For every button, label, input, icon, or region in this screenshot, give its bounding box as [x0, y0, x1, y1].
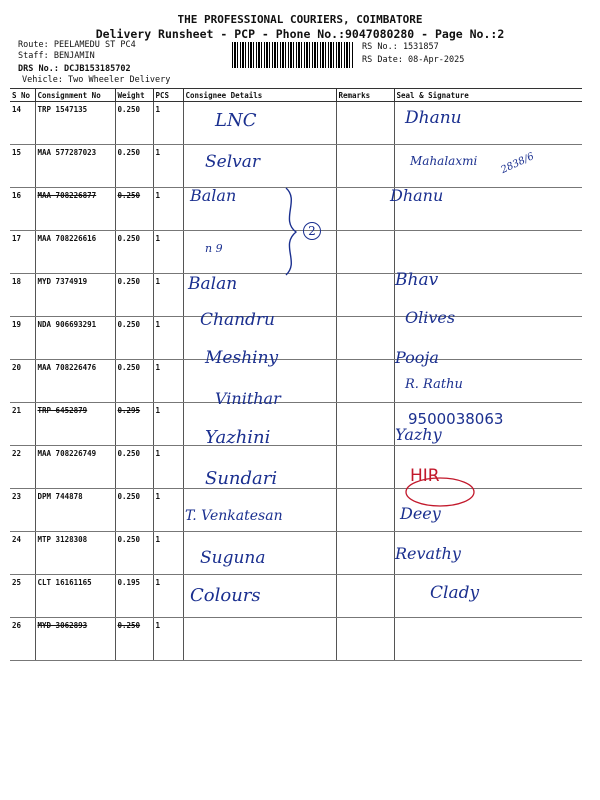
row-remarks-cell	[336, 188, 394, 231]
row-weight-text: 0.250	[117, 535, 141, 544]
row-weight-text: 0.250	[117, 621, 141, 630]
row-pcs-text: 1	[155, 535, 161, 544]
row-remarks-cell	[336, 618, 394, 661]
handwritten-consignee: Sundari	[205, 468, 278, 490]
row-pcs-text: 1	[155, 363, 161, 372]
row-sno-text: 19	[12, 320, 22, 329]
col-header-signature: Seal & Signature	[394, 89, 582, 102]
row-remarks-cell	[336, 403, 394, 446]
handwritten-signature: Clady	[430, 583, 480, 604]
row-consignment-no-text: MYD 7374919	[37, 277, 88, 286]
table-row	[10, 317, 582, 360]
row-weight-text: 0.250	[117, 191, 141, 200]
row-pcs	[153, 188, 183, 231]
row-pcs-text: 1	[155, 191, 161, 200]
row-pcs	[153, 618, 183, 661]
row-weight-text: 0.250	[117, 449, 141, 458]
row-remarks-cell	[336, 102, 394, 145]
row-weight-text: 0.295	[117, 406, 141, 415]
row-weight-text: 0.250	[117, 320, 141, 329]
row-weight-text: 0.250	[117, 148, 141, 157]
row-consignment-no	[35, 102, 115, 145]
row-consignment-no-text: MAA 708226749	[37, 449, 97, 458]
handwritten-bracket-note: n 9	[205, 242, 223, 255]
row-weight	[115, 489, 153, 532]
row-consignment-no-text: MYD 3062893	[37, 621, 88, 630]
row-weight	[115, 317, 153, 360]
rs-date: RS Date: 08-Apr-2025	[362, 55, 465, 65]
handwritten-signature: Dhanu	[405, 108, 462, 128]
row-pcs-text: 1	[155, 148, 161, 157]
row-pcs	[153, 274, 183, 317]
row-pcs-text: 1	[155, 234, 161, 243]
row-consignment-no-text: MAA 708226616	[37, 234, 97, 243]
table-row	[10, 188, 582, 231]
row-pcs	[153, 489, 183, 532]
row-weight	[115, 102, 153, 145]
rs-number: RS No.: 1531857	[362, 42, 439, 52]
row-sno	[10, 317, 35, 360]
row-weight	[115, 446, 153, 489]
row-pcs	[153, 360, 183, 403]
handwritten-consignee: Selvar	[205, 151, 261, 172]
row-pcs	[153, 403, 183, 446]
handwritten-consignee: LNC	[215, 110, 257, 131]
row-weight-text: 0.195	[117, 578, 141, 587]
row-weight-text: 0.250	[117, 277, 141, 286]
runsheet-subtitle: Delivery Runsheet - PCP - Phone No.:9047080280 - Page No.:2	[95, 27, 505, 41]
row-consignment-no-text: TRP 6452879	[37, 406, 88, 415]
row-consignment-no	[35, 489, 115, 532]
table-row	[10, 489, 582, 532]
table-header-row	[10, 89, 582, 102]
row-consignee-cell	[183, 618, 336, 661]
col-header-sno: S No	[10, 89, 35, 102]
handwritten-consignee: Chandru	[200, 310, 275, 330]
row-consignment-no-text: MAA 708226877	[37, 191, 97, 200]
handwritten-signature: Olives	[405, 308, 456, 327]
handwritten-signature: Dhanu	[390, 186, 444, 206]
handwritten-consignee: Balan	[190, 186, 237, 206]
row-consignment-no-text: CLT 16161165	[37, 578, 92, 587]
row-sno-text: 22	[12, 449, 22, 458]
handwritten-consignee: Yazhini	[205, 426, 271, 448]
row-sno	[10, 618, 35, 661]
row-consignment-no-text: DPM 744878	[37, 492, 83, 501]
row-weight	[115, 532, 153, 575]
table-row	[10, 360, 582, 403]
row-pcs-text: 1	[155, 277, 161, 286]
row-pcs	[153, 532, 183, 575]
row-weight	[115, 575, 153, 618]
col-header-consignment: Consignment No	[35, 89, 115, 102]
row-weight-text: 0.250	[117, 105, 141, 114]
row-sno-text: 26	[12, 621, 22, 630]
handwritten-consignee: Suguna	[200, 547, 266, 568]
row-consignment-no	[35, 317, 115, 360]
row-pcs-text: 1	[155, 621, 161, 630]
row-consignment-no-text: TRP 1547135	[37, 105, 88, 114]
row-pcs-text: 1	[155, 105, 161, 114]
table-row	[10, 532, 582, 575]
row-signature-cell	[394, 231, 582, 274]
row-weight-text: 0.250	[117, 234, 141, 243]
row-sno-text: 23	[12, 492, 22, 501]
table-row	[10, 575, 582, 618]
row-sno	[10, 446, 35, 489]
row-consignment-no	[35, 145, 115, 188]
col-header-weight: Weight	[115, 89, 153, 102]
row-sno-text: 20	[12, 363, 22, 372]
row-sno	[10, 102, 35, 145]
table-row	[10, 145, 582, 188]
row-weight	[115, 618, 153, 661]
row-consignment-no	[35, 403, 115, 446]
handwritten-signature: Yazhy	[395, 424, 442, 444]
row-pcs-text: 1	[155, 578, 161, 587]
row-sno-text: 18	[12, 277, 22, 286]
row-weight	[115, 403, 153, 446]
col-header-pcs: PCS	[153, 89, 183, 102]
table-row	[10, 231, 582, 274]
row-sno-text: 14	[12, 105, 22, 114]
barcode-image	[232, 42, 354, 68]
row-weight	[115, 360, 153, 403]
row-sno	[10, 403, 35, 446]
table-row	[10, 618, 582, 661]
row-remarks-cell	[336, 145, 394, 188]
row-consignment-no-text: MAA 577287023	[37, 148, 97, 157]
handwritten-consignee: Vinithar	[215, 389, 281, 409]
row-consignment-no-text: MTP 3128308	[37, 535, 88, 544]
row-weight	[115, 188, 153, 231]
handwritten-consignee: Colours	[190, 585, 261, 607]
row-pcs	[153, 231, 183, 274]
row-consignment-no-text: NDA 906693291	[37, 320, 97, 329]
row-remarks-cell	[336, 532, 394, 575]
circled-mark: 2	[303, 222, 321, 240]
row-signature-cell	[394, 575, 582, 618]
row-remarks-cell	[336, 489, 394, 532]
row-pcs-text: 1	[155, 449, 161, 458]
handwritten-signature: R. Rathu	[405, 377, 463, 393]
row-sno-text: 24	[12, 535, 22, 544]
row-consignment-no	[35, 274, 115, 317]
row-weight	[115, 231, 153, 274]
row-sno-text: 15	[12, 148, 22, 157]
row-remarks-cell	[336, 575, 394, 618]
row-consignment-no	[35, 360, 115, 403]
col-header-consignee: Consignee Details	[183, 89, 336, 102]
handwritten-consignee: T. Venkatesan	[185, 508, 283, 524]
drs-number: DRS No.: DCJB153185702	[18, 64, 131, 74]
row-pcs-text: 1	[155, 406, 161, 415]
row-remarks-cell	[336, 274, 394, 317]
row-sno-text: 16	[12, 191, 22, 200]
handwritten-signature: Deey	[400, 504, 441, 523]
row-sno	[10, 532, 35, 575]
handwritten-consignee: Balan	[188, 274, 238, 295]
row-sno	[10, 188, 35, 231]
row-sno	[10, 274, 35, 317]
row-weight	[115, 274, 153, 317]
row-sno	[10, 360, 35, 403]
row-weight-text: 0.250	[117, 363, 141, 372]
row-consignment-no	[35, 231, 115, 274]
handwritten-signature: Revathy	[395, 543, 461, 563]
row-pcs-text: 1	[155, 492, 161, 501]
handwritten-signature: Pooja	[395, 347, 439, 367]
row-consignment-no	[35, 575, 115, 618]
handwritten-phone-number: 9500038063	[408, 410, 504, 428]
row-consignment-no	[35, 446, 115, 489]
col-header-remarks: Remarks	[336, 89, 394, 102]
row-consignment-no	[35, 532, 115, 575]
row-sno	[10, 575, 35, 618]
handwritten-signature: HIR	[410, 466, 440, 487]
row-sno-text: 17	[12, 234, 22, 243]
row-consignment-no-text: MAA 708226476	[37, 363, 97, 372]
runsheet-table	[10, 88, 582, 661]
row-remarks-cell	[336, 231, 394, 274]
route-label: Route: PEELAMEDU ST PC4	[18, 40, 136, 50]
row-sno-text: 25	[12, 578, 22, 587]
handwritten-side-note: 2838/6	[499, 151, 536, 176]
row-weight-text: 0.250	[117, 492, 141, 501]
row-signature-cell	[394, 618, 582, 661]
row-sno	[10, 489, 35, 532]
row-pcs	[153, 145, 183, 188]
vehicle-label: Vehicle: Two Wheeler Delivery	[22, 75, 171, 85]
handwritten-consignee: Meshiny	[205, 347, 279, 368]
table-row	[10, 102, 582, 145]
table-row	[10, 274, 582, 317]
row-remarks-cell	[336, 360, 394, 403]
table-row	[10, 446, 582, 489]
row-weight	[115, 145, 153, 188]
row-consignment-no	[35, 188, 115, 231]
row-pcs	[153, 102, 183, 145]
row-consignee-cell	[183, 102, 336, 145]
row-sno	[10, 231, 35, 274]
staff-label: Staff: BENJAMIN	[18, 51, 95, 61]
row-consignment-no	[35, 618, 115, 661]
row-pcs	[153, 575, 183, 618]
row-sno	[10, 145, 35, 188]
handwritten-signature: Mahalaxmi	[410, 153, 478, 168]
handwritten-signature: Bhav	[395, 270, 439, 291]
row-pcs-text: 1	[155, 320, 161, 329]
company-title: THE PROFESSIONAL COURIERS, COIMBATORE	[177, 13, 423, 26]
row-pcs	[153, 317, 183, 360]
row-remarks-cell	[336, 446, 394, 489]
row-pcs	[153, 446, 183, 489]
row-sno-text: 21	[12, 406, 22, 415]
row-remarks-cell	[336, 317, 394, 360]
